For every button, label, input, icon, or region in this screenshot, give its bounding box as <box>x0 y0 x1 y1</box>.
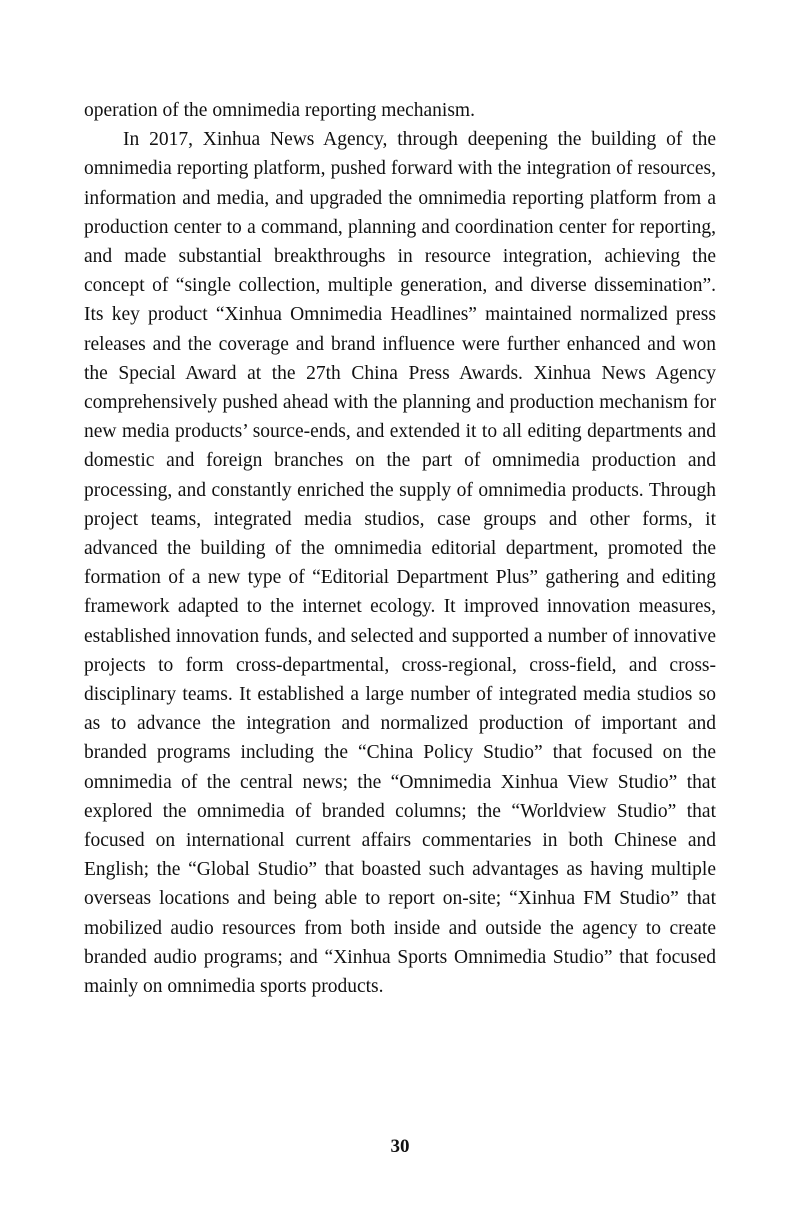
page-number: 30 <box>390 1136 410 1157</box>
body-text <box>84 96 716 1001</box>
paragraph-main: In 2017, Xinhua News Agency, through deepening the building of the omnimedia reporting platform, pushed forward with the integration of resources, information and media, and upgraded the omnimedia reporting platform from a production center to a command, planning and coordination center for reporting, and made substantial breakthroughs in resource integration, achieving the concept of “single collection, multiple generation, and diverse dissemination”. Its key product “Xinhua Omnimedia Headlines” maintained normalized press releases and the coverage and brand influence were further enhanced and won the Special Award at the 27th China Press Awards. Xinhua News Agency comprehensively pushed ahead with the planning and production mechanism for new media products’ source-ends, and extended it to all editing departments and domestic and foreign branches on the part of omnimedia production and processing, and constantly enriched the supply of omnimedia products. Through project teams, integrated media studios, case groups and other forms, it advanced the building of the omnimedia editorial department, promoted the formation of a new type of “Editorial Department Plus” gathering and editing framework adapted to the internet ecology. It improved innovation measures, established innovation funds, and selected and supported a number of innovative projects to form cross-departmental, cross-regional, cross-field, and cross-disciplinary teams. It established a large number of integrated media studios so as to advance the integration and normalized production of important and branded programs including the “China Policy Studio” that focused on the omnimedia of the central news; the “Omnimedia Xinhua View Studio” that explored the omnimedia of branded columns; the “Worldview Studio” that focused on international current affairs commentaries in both Chinese and English; the “Global Studio” that boasted such advantages as having multiple overseas locations and being able to report on-site; “Xinhua FM Studio” that mobilized audio resources from both inside and outside the agency to create branded audio programs; and “Xinhua Sports Omnimedia Studio” that focused mainly on omnimedia sports products. <box>84 129 716 998</box>
paragraph-continuation: operation of the omnimedia reporting mechanism. <box>84 100 475 121</box>
